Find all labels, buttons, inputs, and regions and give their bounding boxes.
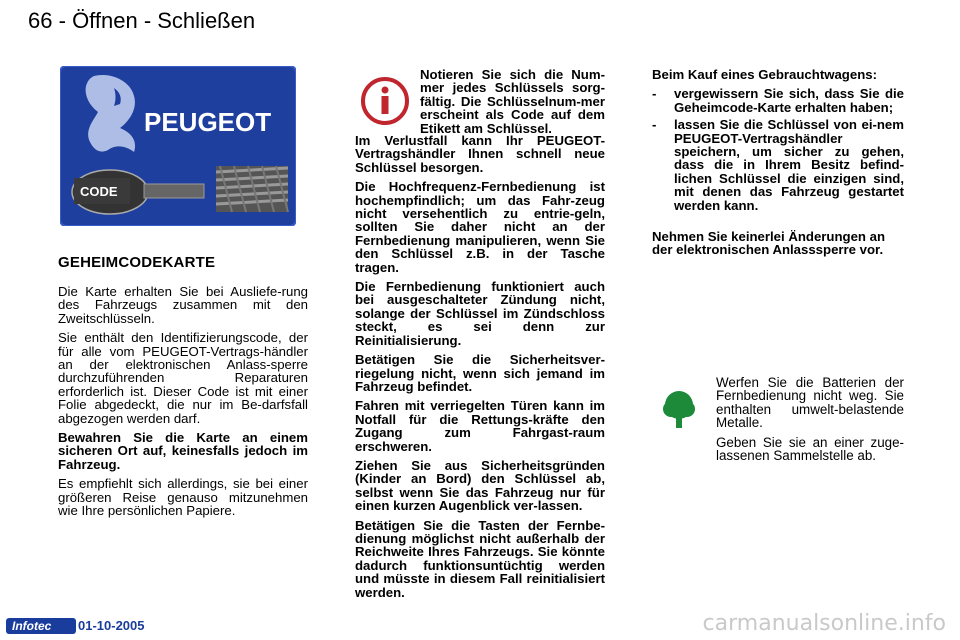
list-item	[652, 87, 904, 114]
card-code-label: CODE	[80, 184, 118, 199]
list-item-text: lassen Sie die Schlüssel von ei-nem PEUGEOT-Vertragshändler speichern, um sicher zu gehen, dass die in Ihrem Besitz befind-lichen Schlüssel die einzigen sind, mit denen das Fahrzeug gestartet werden kann.	[674, 117, 904, 213]
eco-note	[716, 376, 904, 468]
list-item-text: vergewissern Sie sich, dass Sie die Geheimcode-Karte erhalten haben;	[674, 86, 904, 115]
column-1	[58, 254, 308, 524]
paragraph: Die Karte erhalten Sie bei Ausliefe-rung des Fahrzeugs zusammen mit den Zweitschlüsseln.	[58, 284, 308, 326]
paragraph: Betätigen Sie die Tasten der Fernbe-dienung möglichst nicht außerhalb der Reichweite Ihres Fahrzeugs. Sie könnte dadurch funktionsuntüchtig werden und müsste in diesem Fall reinitialisiert werden.	[355, 517, 605, 600]
list-item	[652, 118, 904, 212]
subheading: Beim Kauf eines Gebrauchtwagens:	[652, 67, 877, 82]
warning-paragraph: Nehmen Sie keinerlei Änderungen an der elektronischen Anlasssperre vor.	[652, 229, 886, 258]
infotec-logo	[6, 618, 76, 634]
page-header	[28, 8, 255, 34]
header-separator: -	[58, 8, 66, 33]
section-heading: GEHEIMCODEKARTE	[58, 254, 216, 271]
paragraph: Ziehen Sie aus Sicherheitsgründen (Kinder an Bord) den Schlüssel ab, selbst wenn Sie das Fahrzeug nur für einen kurzen Augenblick ver-lassen.	[355, 457, 605, 514]
eco-paragraph: Werfen Sie die Batterien der Fernbedienung nicht weg. Sie enthalten umwelt-belastende Metalle.	[716, 375, 904, 431]
info-icon	[360, 76, 410, 126]
paragraph: Fahren mit verriegelten Türen kann im Notfall für die Rettungs-kräfte den Zugang zum Fahrgast-raum erschweren.	[355, 398, 605, 454]
page-number: 66	[28, 8, 53, 33]
paragraph: Im Verlustfall kann Ihr PEUGEOT-Vertragshändler Ihnen schnell neue Schlüssel besorgen.	[355, 133, 605, 175]
eco-paragraph: Geben Sie sie an einer zuge-lassenen Sammelstelle ab.	[716, 434, 904, 464]
card-brand-text: PEUGEOT	[144, 107, 272, 137]
paragraph: Sie enthält den Identifizierungscode, der für alle vom PEUGEOT-Vertrags-händler an der elektronischen Anlass-sperre durchzuführenden Reparaturen erforderlich ist. Dieser Code ist mit einer Folie abgedeckt, die nur im Be-darfsfall abgezogen werden darf.	[58, 330, 308, 426]
tree-icon	[656, 386, 702, 432]
code-card-image	[60, 66, 296, 226]
paragraph: Die Fernbedienung funktioniert auch bei ausgeschalteter Zündung nicht, solange der Schlüssel im Zündschloss steckt, es sei denn zur Reinitialisierung.	[355, 279, 605, 348]
paragraph: Es empfiehlt sich allerdings, sie bei einer größeren Reise genauso mitzunehmen wie Ihre persönlichen Papiere.	[58, 476, 308, 519]
page-title: Öffnen - Schließen	[72, 8, 256, 33]
footer-date: 01-10-2005	[78, 618, 145, 633]
list-marker: -	[652, 86, 657, 102]
column-2	[355, 134, 605, 605]
watermark: carmanualsonline.info	[702, 611, 946, 636]
infotec-logo-text: Infotec	[12, 619, 52, 633]
paragraph: Die Hochfrequenz-Fernbedienung ist hochempfindlich; um das Fahr-zeug nicht versehentlich zu entrie-geln, sollten Sie daher nicht an der Fernbedienung manipulieren, wenn Sie den Schlüssel z.B. in der Tasche tragen.	[355, 179, 605, 275]
column-3	[652, 68, 904, 263]
scratch-panel-image	[216, 166, 288, 212]
paragraph: Betätigen Sie die Sicherheitsver-riegelung nicht, wenn sich jemand im Fahrzeug befindet.	[355, 352, 605, 394]
list-marker: -	[652, 117, 657, 133]
paragraph-bold: Bewahren Sie die Karte an einem sicheren Ort auf, keinesfalls jedoch im Fahrzeug.	[58, 430, 308, 472]
info-note: Notieren Sie sich die Num-mer jedes Schlüssels sorg-fältig. Die Schlüsselnum-mer erscheint als Code auf dem Etikett am Schlüssel.	[420, 67, 605, 136]
